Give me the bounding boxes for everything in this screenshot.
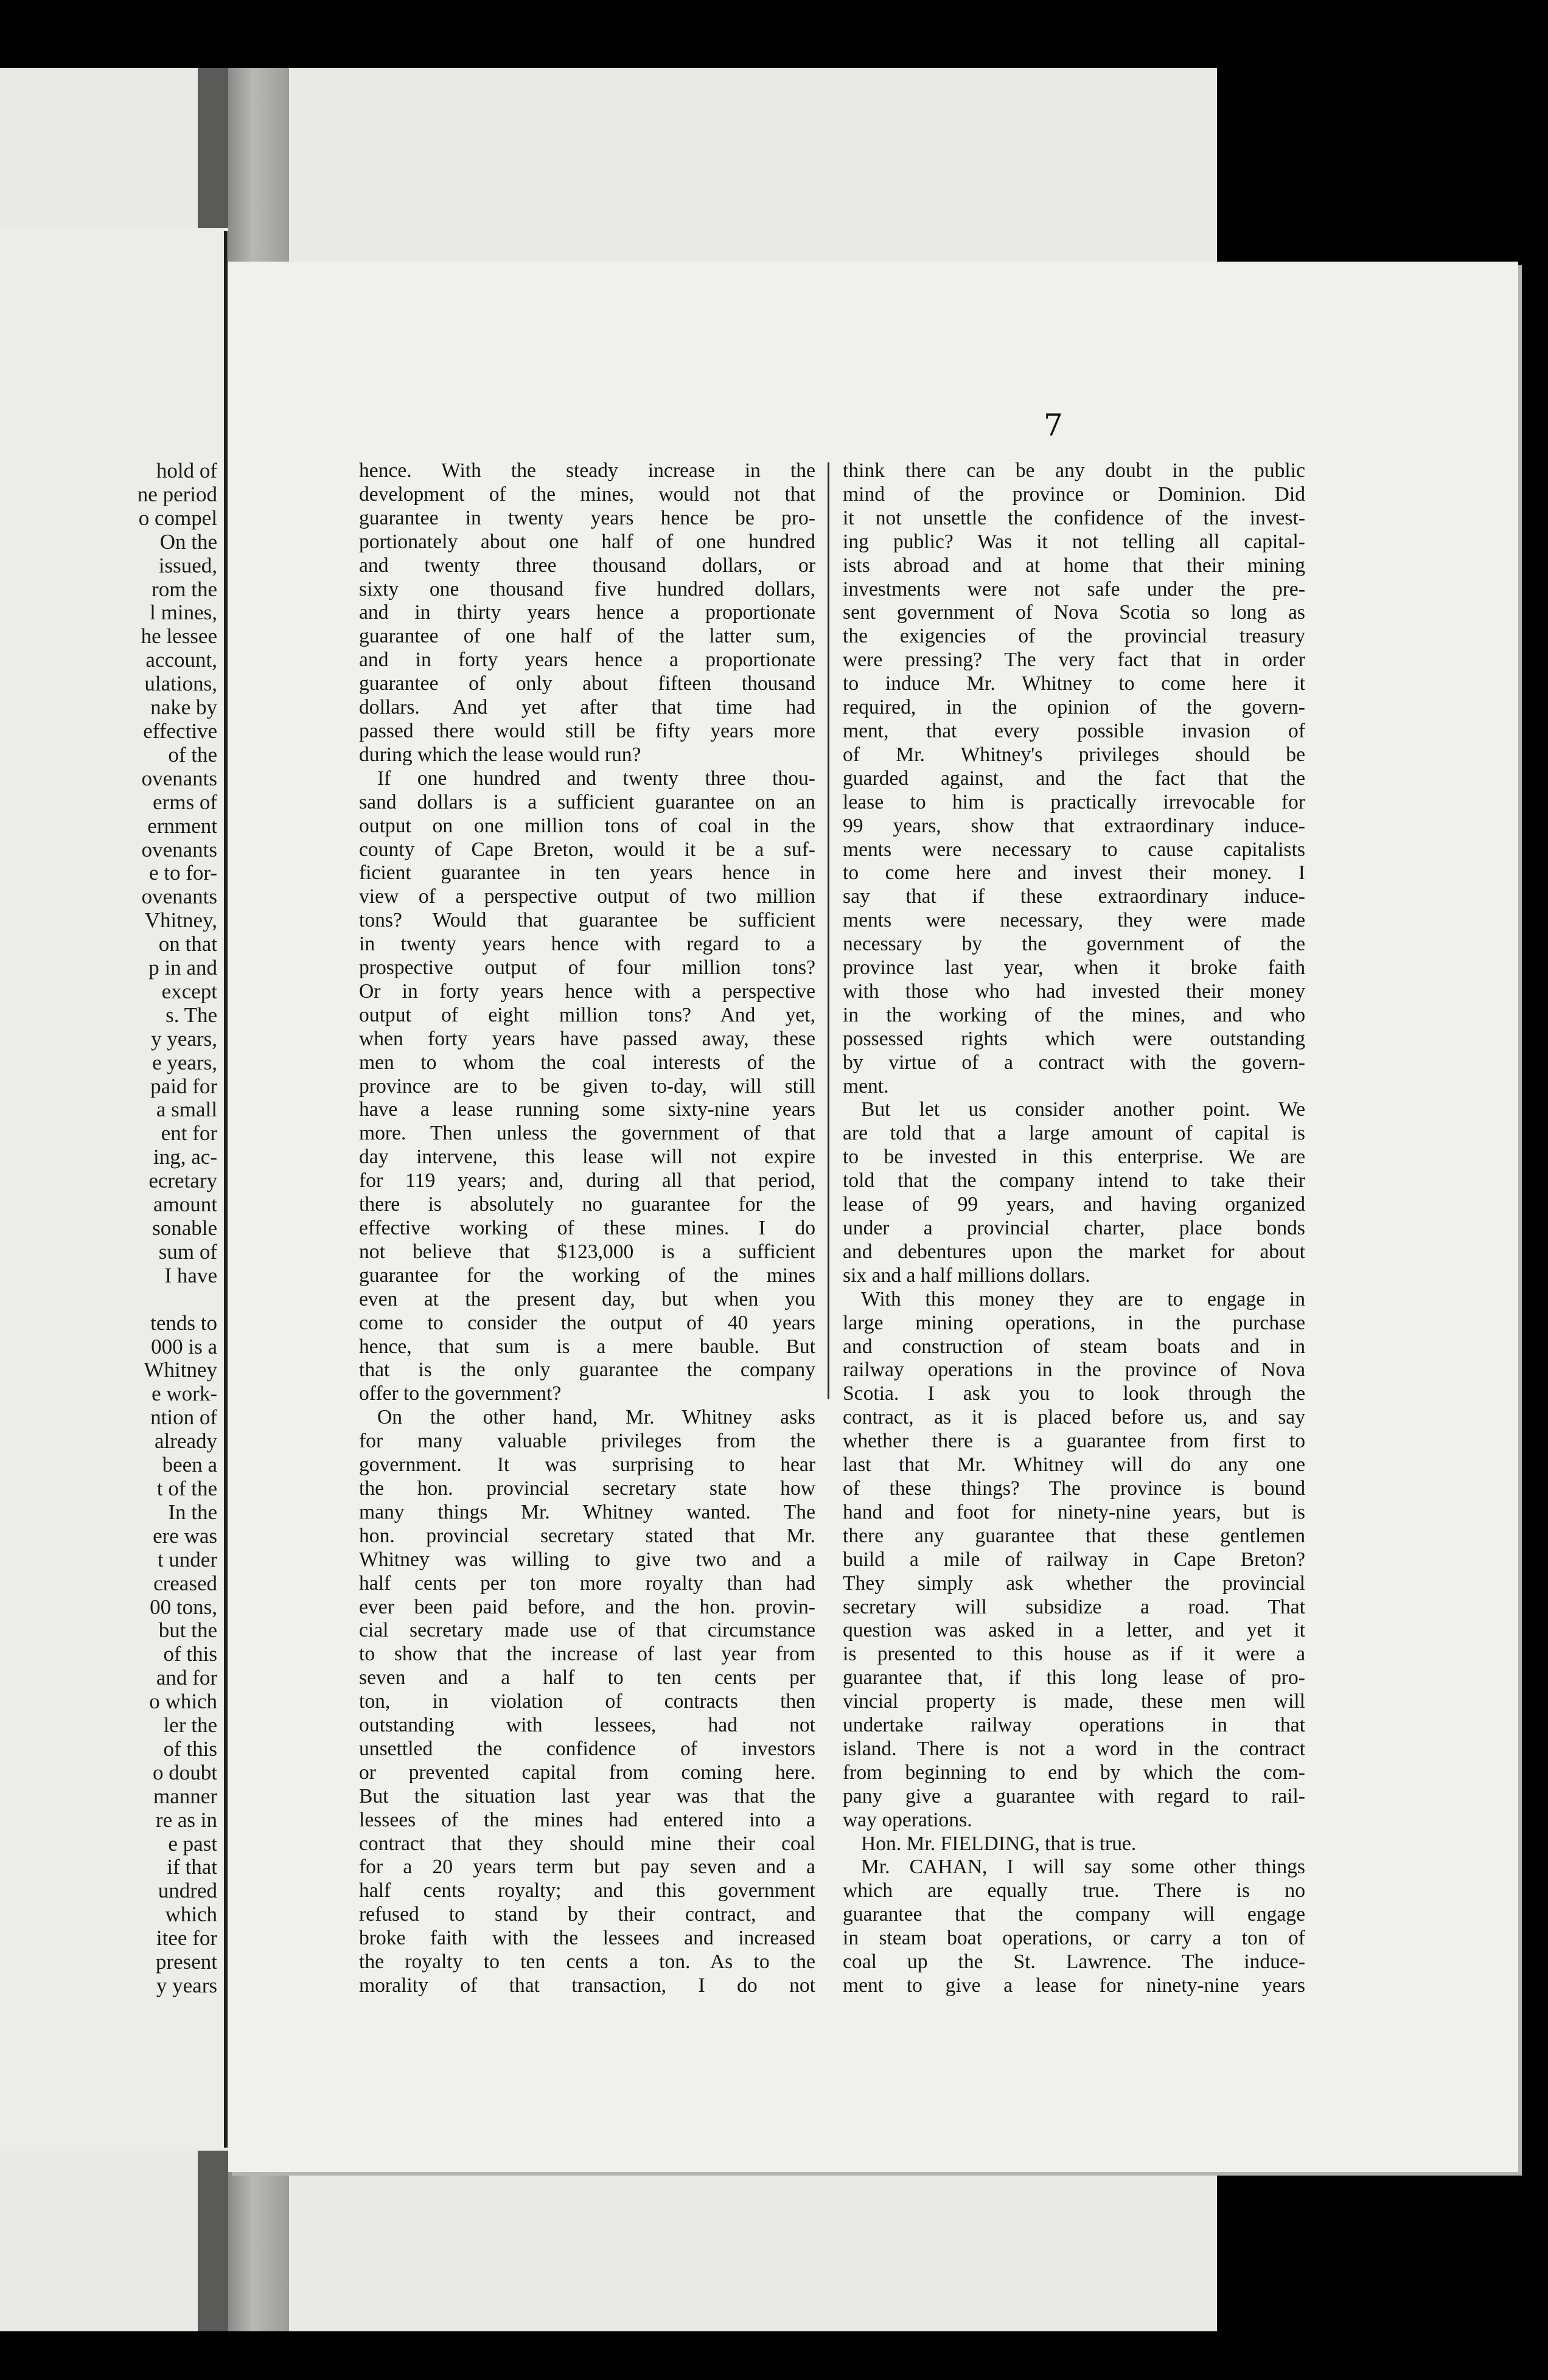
left-column-line: sixty one thousand five hundred dollars, bbox=[359, 577, 815, 600]
left-column-line: guarantee in twenty years hence be pro- bbox=[359, 506, 815, 529]
right-column-line: vincial property is made, these men will bbox=[843, 1690, 1305, 1713]
left-column-line: and in thirty years hence a proportionate bbox=[359, 601, 815, 624]
right-column-line: are told that a large amount of capital is bbox=[843, 1122, 1305, 1145]
left-page-line: manner bbox=[153, 1784, 217, 1808]
left-column-line: the royalty to ten cents a ton. As to the bbox=[359, 1950, 815, 1974]
left-column-line: to show that the increase of last year from bbox=[359, 1643, 815, 1666]
left-column-line: province are to be given to-day, will still bbox=[359, 1074, 815, 1098]
right-column-line: last that Mr. Whitney will do any one bbox=[843, 1453, 1305, 1477]
left-column-line: the hon. provincial secretary state how bbox=[359, 1477, 815, 1500]
right-column-line: think there can be any doubt in the public bbox=[843, 459, 1305, 482]
left-page-line: if that bbox=[167, 1855, 217, 1879]
right-column-line: ment to give a lease for ninety-nine years bbox=[843, 1974, 1305, 1997]
page-number: 7 bbox=[1044, 408, 1063, 443]
left-column-line: that is the only guarantee the company bbox=[359, 1359, 815, 1382]
right-column-line: ments were necessary, they were made bbox=[843, 909, 1305, 932]
left-page-line: re as in bbox=[155, 1808, 217, 1832]
right-column-line: were pressing? The very fact that in order bbox=[843, 649, 1305, 672]
left-page-line: tends to bbox=[150, 1310, 217, 1335]
left-page-line: On the bbox=[159, 529, 217, 554]
column-divider bbox=[828, 462, 829, 1399]
right-column-line: ing public? Was it not telling all capital- bbox=[843, 530, 1305, 553]
right-column-line: guarantee that the company will engage bbox=[843, 1903, 1305, 1926]
left-page-line: which bbox=[165, 1902, 217, 1927]
left-page-line: ernment bbox=[147, 813, 217, 838]
right-column-line: to come here and invest their money. I bbox=[843, 861, 1305, 885]
right-column-line: way operations. bbox=[843, 1808, 972, 1831]
left-column-line: view of a perspective output of two million bbox=[359, 885, 815, 908]
left-page-line: already bbox=[155, 1429, 217, 1453]
left-page-line: Whitney bbox=[144, 1358, 217, 1382]
right-column-line: ists abroad and at home that their mining bbox=[843, 554, 1305, 577]
left-page-line: sum of bbox=[158, 1239, 217, 1264]
right-column-line: and debentures upon the market for about bbox=[843, 1240, 1305, 1263]
right-column-line: required, in the opinion of the govern- bbox=[843, 696, 1305, 719]
left-column-line: even at the present day, but when you bbox=[359, 1287, 815, 1310]
left-column-line: half cents royalty; and this government bbox=[359, 1879, 815, 1902]
left-page-line: a small bbox=[156, 1098, 217, 1122]
left-page-line: he lessee bbox=[141, 624, 217, 649]
right-column-line: island. There is not a word in the contract bbox=[843, 1737, 1305, 1760]
left-page-line: been a bbox=[162, 1453, 217, 1477]
left-column-line: not believe that $123,000 is a sufficient bbox=[359, 1240, 815, 1263]
right-column-line: is presented to this house as if it were a bbox=[843, 1643, 1305, 1666]
left-page-line: I have bbox=[164, 1263, 217, 1287]
left-column-line: hence, that sum is a mere bauble. But bbox=[359, 1335, 815, 1358]
left-page-line: o compel bbox=[138, 506, 217, 530]
left-page-line bbox=[0, 1288, 217, 1312]
right-column-line: there any guarantee that these gentlemen bbox=[843, 1524, 1305, 1547]
right-column-line: with those who had invested their money bbox=[843, 979, 1305, 1003]
left-column-line: prospective output of four million tons? bbox=[359, 956, 815, 979]
right-column-line: in the working of the mines, and who bbox=[843, 1003, 1305, 1026]
left-column-line: Whitney was willing to give two and a bbox=[359, 1548, 815, 1571]
left-column-line: output on one million tons of coal in the bbox=[359, 814, 815, 837]
left-page-line: ovenants bbox=[141, 837, 217, 861]
left-column-line: tons? Would that guarantee be sufficient bbox=[359, 909, 815, 932]
left-column-line: there is absolutely no guarantee for the bbox=[359, 1193, 815, 1216]
left-page-text-fragment bbox=[0, 459, 217, 1998]
left-column-line: portionately about one half of one hundred bbox=[359, 530, 815, 553]
left-column-line: outstanding with lessees, had not bbox=[359, 1714, 815, 1737]
left-page-line: 00 tons, bbox=[150, 1595, 217, 1619]
right-column-line: whether there is a guarantee from first to bbox=[843, 1430, 1305, 1453]
left-column-line: in twenty years hence with regard to a bbox=[359, 933, 815, 956]
right-column-line: the exigencies of the provincial treasury bbox=[843, 625, 1305, 648]
left-column-line: unsettled the confidence of investors bbox=[359, 1737, 815, 1760]
left-column-line: dollars. And yet after that time had bbox=[359, 696, 815, 719]
left-page-line: issued, bbox=[158, 553, 217, 577]
right-column-line: lease of 99 years, and having organized bbox=[843, 1193, 1305, 1216]
left-page-line: rom the bbox=[152, 577, 217, 601]
left-column-line: Or in forty years hence with a perspective bbox=[359, 979, 815, 1003]
left-page-line: ere was bbox=[153, 1523, 217, 1548]
left-column-line: passed there would still be fifty years more bbox=[359, 719, 815, 742]
right-column-line: build a mile of railway in Cape Breton? bbox=[843, 1548, 1305, 1571]
left-page-line: e years, bbox=[152, 1050, 217, 1074]
left-page-line: hold of bbox=[156, 459, 217, 482]
right-column-line: ment, that every possible invasion of bbox=[843, 719, 1305, 742]
left-page-line: p in and bbox=[148, 956, 217, 980]
right-column-line: to induce Mr. Whitney to come here it bbox=[843, 672, 1305, 695]
left-column-line: ficient guarantee in ten years hence in bbox=[359, 861, 815, 885]
left-page-line: sonable bbox=[152, 1216, 217, 1240]
left-page-line: but the bbox=[158, 1618, 217, 1643]
left-page-line: 000 is a bbox=[151, 1334, 217, 1359]
right-column-line: guarantee that, if this long lease of pro- bbox=[843, 1666, 1305, 1689]
left-column-line: morality of that transaction, I do not bbox=[359, 1974, 815, 1997]
right-column-line: it not unsettle the confidence of the invest- bbox=[843, 506, 1305, 529]
left-column-line: contract that they should mine their coal bbox=[359, 1832, 815, 1855]
right-column-line: investments were not safe under the pre- bbox=[843, 577, 1305, 600]
left-page-line: except bbox=[161, 979, 217, 1003]
right-column-line: They simply ask whether the provincial bbox=[843, 1571, 1305, 1595]
left-page-line: present bbox=[155, 1950, 217, 1974]
left-page-line: y years, bbox=[151, 1026, 217, 1051]
right-column-line: say that if these extraordinary induce- bbox=[843, 885, 1305, 908]
left-column-line: If one hundred and twenty three thou- bbox=[377, 767, 815, 790]
right-column-line: lease to him is practically irrevocable for bbox=[843, 790, 1305, 813]
left-column-line: day intervene, this lease will not expire bbox=[359, 1146, 815, 1169]
right-column-line: under a provincial charter, place bonds bbox=[843, 1217, 1305, 1239]
right-column-line: sent government of Nova Scotia so long as bbox=[843, 601, 1305, 624]
left-page-line: In the bbox=[168, 1500, 217, 1524]
left-page-line: undred bbox=[158, 1879, 217, 1903]
left-page-line: account, bbox=[145, 648, 217, 672]
right-column-line: to be invested in this enterprise. We are bbox=[843, 1146, 1305, 1169]
left-column-line: men to whom the coal interests of the bbox=[359, 1051, 815, 1074]
right-column-line: six and a half millions dollars. bbox=[843, 1264, 1090, 1287]
right-column-line: mind of the province or Dominion. Did bbox=[843, 482, 1305, 506]
right-column-line: guarded against, and the fact that the bbox=[843, 767, 1305, 790]
left-column-line: half cents per ton more royalty than had bbox=[359, 1571, 815, 1595]
right-column-line: large mining operations, in the purchase bbox=[843, 1311, 1305, 1334]
left-page-line: ing, ac- bbox=[153, 1145, 217, 1169]
right-column-line: which are equally true. There is no bbox=[843, 1879, 1305, 1902]
left-column-line: guarantee of one half of the latter sum, bbox=[359, 625, 815, 648]
right-column-line: ments were necessary to cause capitalists bbox=[843, 838, 1305, 861]
left-page-line: effective bbox=[143, 719, 217, 743]
left-page-line: e work- bbox=[152, 1382, 217, 1406]
right-column-line: Mr. CAHAN, I will say some other things bbox=[861, 1856, 1305, 1879]
right-column-line: in steam boat operations, or carry a ton of bbox=[843, 1927, 1305, 1950]
left-page-line: ovenants bbox=[141, 885, 217, 909]
left-column-line: development of the mines, would not that bbox=[359, 482, 815, 506]
right-column-line: by virtue of a contract with the govern- bbox=[843, 1051, 1305, 1074]
left-page-line: amount bbox=[153, 1192, 217, 1217]
right-column-line: from beginning to end by which the com- bbox=[843, 1761, 1305, 1784]
right-column-line: told that the company intend to take their bbox=[843, 1169, 1305, 1192]
left-page-line: Vhitney, bbox=[144, 908, 217, 933]
right-column-line: undertake railway operations in that bbox=[843, 1714, 1305, 1737]
right-column-line: question was asked in a letter, and yet it bbox=[843, 1619, 1305, 1642]
left-column-line: sand dollars is a sufficient guarantee on an bbox=[359, 790, 815, 813]
left-page-line: of the bbox=[168, 742, 217, 767]
right-column-line: secretary will subsidize a road. That bbox=[843, 1595, 1305, 1618]
left-column-line: or prevented capital from coming here. bbox=[359, 1761, 815, 1784]
left-page-line: ecretary bbox=[148, 1169, 217, 1193]
left-column-line: and twenty three thousand dollars, or bbox=[359, 554, 815, 577]
right-column-line: coal up the St. Lawrence. The induce- bbox=[843, 1950, 1305, 1974]
left-page-line: e to for- bbox=[148, 861, 217, 885]
left-column-line: for a 20 years term but pay seven and a bbox=[359, 1856, 815, 1879]
left-column-line: have a lease running some sixty-nine years bbox=[359, 1098, 815, 1121]
right-column-line: contract, as it is placed before us, and say bbox=[843, 1406, 1305, 1429]
left-page-line: paid for bbox=[150, 1074, 217, 1098]
left-page-line: on that bbox=[158, 932, 217, 956]
left-page-line: o which bbox=[149, 1689, 217, 1714]
left-column-line: offer to the government? bbox=[359, 1382, 562, 1405]
right-column-line: pany give a guarantee with regard to rail- bbox=[843, 1784, 1305, 1808]
left-page-line: ler the bbox=[163, 1713, 217, 1738]
left-column-line: during which the lease would run? bbox=[359, 743, 641, 766]
left-column-line: seven and a half to ten cents per bbox=[359, 1666, 815, 1689]
left-column-line: output of eight million tons? And yet, bbox=[359, 1003, 815, 1026]
right-column-line: of these things? The province is bound bbox=[843, 1477, 1305, 1500]
left-facing-page bbox=[0, 228, 228, 2151]
left-page-line: s. The bbox=[166, 1003, 217, 1027]
right-column-line: railway operations in the province of Nova bbox=[843, 1359, 1305, 1382]
left-column-line: broke faith with the lessees and increased bbox=[359, 1927, 815, 1950]
right-column-line: province last year, when it broke faith bbox=[843, 956, 1305, 979]
right-column-line: With this money they are to engage in bbox=[861, 1287, 1305, 1310]
left-page-line: and for bbox=[156, 1666, 217, 1690]
page-fold-line bbox=[224, 231, 228, 2148]
right-column-line: ment. bbox=[843, 1074, 889, 1098]
left-page-line: l mines, bbox=[150, 600, 217, 625]
right-column-line: But let us consider another point. We bbox=[861, 1098, 1305, 1121]
left-page-line: creased bbox=[153, 1571, 217, 1595]
left-page-line: of this bbox=[163, 1642, 217, 1666]
right-column-line: possessed rights which were outstanding bbox=[843, 1027, 1305, 1050]
left-column-line: hon. provincial secretary stated that Mr. bbox=[359, 1524, 815, 1547]
left-column-line: On the other hand, Mr. Whitney asks bbox=[377, 1406, 815, 1429]
left-column-line: hence. With the steady increase in the bbox=[359, 459, 815, 482]
left-page-line: ulations, bbox=[144, 672, 217, 696]
left-page-line: ent for bbox=[161, 1121, 217, 1146]
left-column-line: when forty years have passed away, these bbox=[359, 1027, 815, 1050]
left-page-line: ne period bbox=[137, 482, 217, 506]
right-column-line: 99 years, show that extraordinary induce- bbox=[843, 814, 1305, 837]
left-column-line: more. Then unless the government of that bbox=[359, 1122, 815, 1145]
left-page-line: erms of bbox=[153, 790, 217, 814]
left-column-line: But the situation last year was that the bbox=[359, 1784, 815, 1808]
left-column-line: for 119 years; and, during all that period, bbox=[359, 1169, 815, 1192]
left-column-line: ever been paid before, and the hon. provin- bbox=[359, 1595, 815, 1618]
left-page-line: nake by bbox=[150, 695, 217, 720]
right-column-line: of Mr. Whitney's privileges should be bbox=[843, 743, 1305, 766]
right-column-line: Scotia. I ask you to look through the bbox=[843, 1382, 1305, 1405]
text-column-right bbox=[843, 459, 1305, 1998]
left-column-line: government. It was surprising to hear bbox=[359, 1453, 815, 1477]
right-column-line: and construction of steam boats and in bbox=[843, 1335, 1305, 1358]
left-page-line: y years bbox=[156, 1974, 217, 1997]
left-column-line: county of Cape Breton, would it be a suf- bbox=[359, 838, 815, 861]
left-column-line: many things Mr. Whitney wanted. The bbox=[359, 1500, 815, 1523]
left-page-line: e past bbox=[168, 1831, 217, 1856]
left-page-line: t of the bbox=[156, 1476, 217, 1500]
left-column-line: for many valuable privileges from the bbox=[359, 1430, 815, 1453]
left-page-line: t under bbox=[157, 1547, 217, 1571]
right-column-line: hand and foot for ninety-nine years, but is bbox=[843, 1500, 1305, 1523]
right-column-line: necessary by the government of the bbox=[843, 933, 1305, 956]
left-column-line: come to consider the output of 40 years bbox=[359, 1311, 815, 1334]
left-column-line: effective working of these mines. I do bbox=[359, 1217, 815, 1239]
left-column-line: guarantee for the working of the mines bbox=[359, 1264, 815, 1287]
left-page-line: o doubt bbox=[153, 1760, 217, 1784]
left-page-line: of this bbox=[163, 1736, 217, 1761]
text-column-left bbox=[359, 459, 815, 1998]
left-column-line: ton, in violation of contracts then bbox=[359, 1690, 815, 1713]
left-page-line: itee for bbox=[156, 1926, 217, 1950]
left-column-line: refused to stand by their contract, and bbox=[359, 1903, 815, 1926]
left-column-line: lessees of the mines had entered into a bbox=[359, 1808, 815, 1831]
left-column-line: cial secretary made use of that circumstance bbox=[359, 1619, 815, 1642]
document-page bbox=[228, 262, 1518, 2172]
left-page-line: ovenants bbox=[141, 766, 217, 790]
left-column-line: guarantee of only about fifteen thousand bbox=[359, 672, 815, 695]
left-page-line: ntion of bbox=[150, 1405, 217, 1430]
right-column-line: Hon. Mr. FIELDING, that is true. bbox=[861, 1832, 1137, 1855]
left-column-line: and in forty years hence a proportionate bbox=[359, 649, 815, 672]
